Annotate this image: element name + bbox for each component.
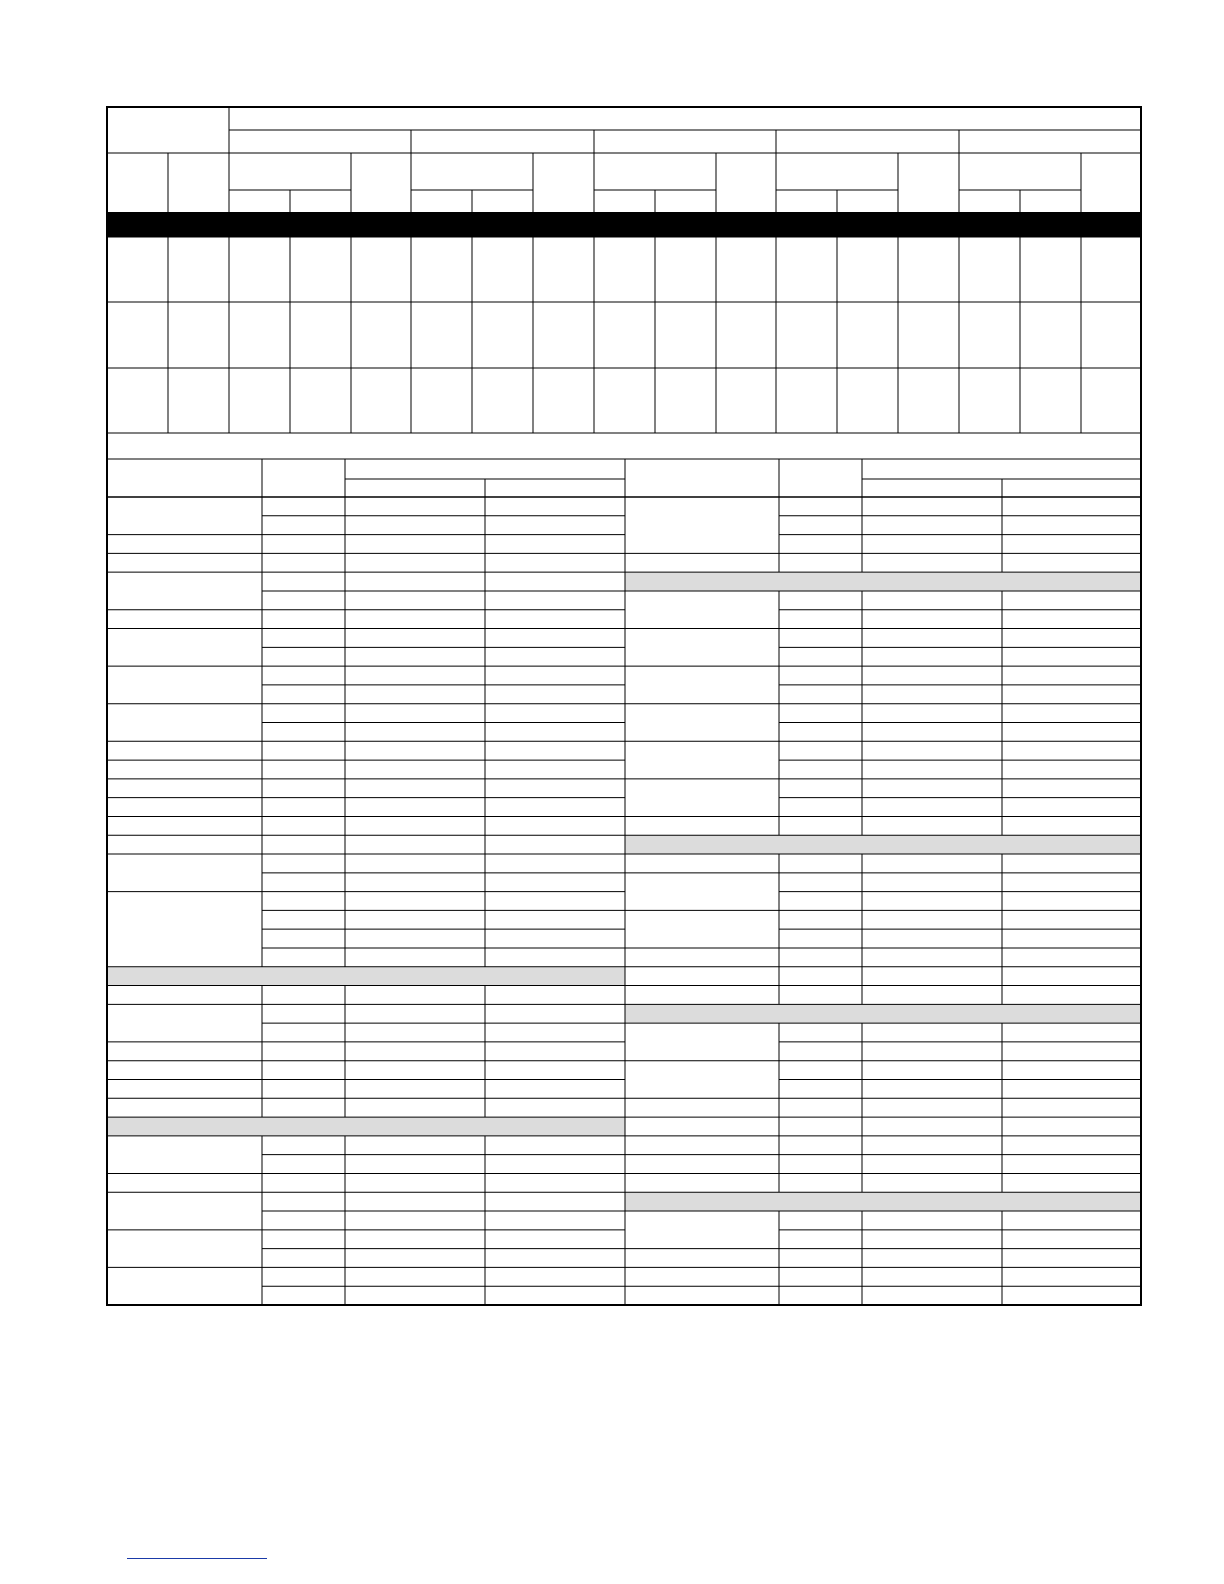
right-shaded-band bbox=[626, 573, 1141, 591]
right-shaded-band bbox=[626, 1193, 1141, 1211]
footer-rule bbox=[127, 1558, 267, 1559]
left-shaded-band bbox=[108, 967, 625, 985]
header-black-band bbox=[107, 212, 1141, 237]
right-shaded-band bbox=[626, 836, 1141, 854]
right-shaded-band bbox=[626, 1005, 1141, 1023]
left-shaded-band bbox=[108, 1118, 625, 1136]
